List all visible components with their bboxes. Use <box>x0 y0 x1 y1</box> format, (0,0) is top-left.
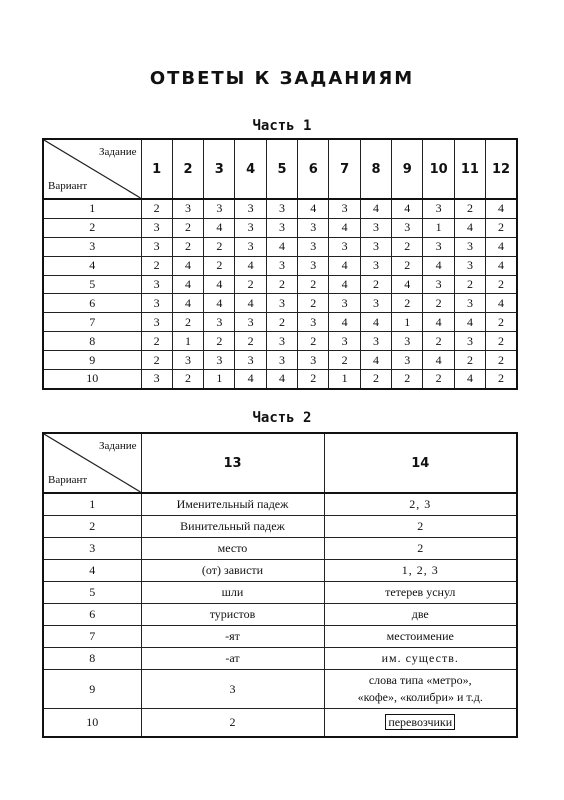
answer-cell: 3 <box>204 351 235 370</box>
column-header: 9 <box>392 139 423 199</box>
answer-cell: 3 <box>454 332 485 351</box>
answer-cell: 3 <box>266 218 297 237</box>
answer-cell: 3 <box>360 237 391 256</box>
variant-cell: 7 <box>43 313 141 332</box>
answer-cell: 3 <box>298 351 329 370</box>
answer-cell: 3 <box>235 237 266 256</box>
task13-answer-cell: туристов <box>141 604 324 626</box>
answer-cell: 3 <box>423 275 454 294</box>
column-header: 2 <box>172 139 203 199</box>
answer-cell: 3 <box>329 237 360 256</box>
column-header: 1 <box>141 139 172 199</box>
task13-answer-cell: 3 <box>141 670 324 709</box>
answer-cell: 2 <box>486 332 517 351</box>
variant-cell: 9 <box>43 670 141 709</box>
answer-cell: 2 <box>172 370 203 389</box>
variant-cell: 2 <box>43 218 141 237</box>
variant-cell: 8 <box>43 648 141 670</box>
answer-cell: 2 <box>298 294 329 313</box>
answer-cell: 2 <box>172 237 203 256</box>
column-header: 7 <box>329 139 360 199</box>
answer-cell: 3 <box>454 294 485 313</box>
variant-cell: 5 <box>43 582 141 604</box>
answer-cell: 3 <box>360 256 391 275</box>
answer-cell: 3 <box>329 294 360 313</box>
answer-cell: 3 <box>266 332 297 351</box>
task14-answer-cell: им. существ. <box>324 648 517 670</box>
answer-cell: 3 <box>141 218 172 237</box>
variant-cell: 9 <box>43 351 141 370</box>
table-row <box>43 626 517 648</box>
table-row <box>43 351 517 370</box>
answer-cell: 4 <box>423 313 454 332</box>
answer-cell: 3 <box>298 313 329 332</box>
task13-answer-cell: -ат <box>141 648 324 670</box>
answer-cell: 4 <box>454 313 485 332</box>
task14-answer-cell <box>324 670 517 709</box>
column-header: 5 <box>266 139 297 199</box>
column-header: 3 <box>204 139 235 199</box>
answer-cell: 4 <box>360 351 391 370</box>
variant-cell: 10 <box>43 370 141 389</box>
part1-answers-table <box>42 138 518 390</box>
answer-cell: 2 <box>454 275 485 294</box>
answer-cell: 4 <box>329 313 360 332</box>
answer-cell: 3 <box>141 294 172 313</box>
answer-cell: 2 <box>235 275 266 294</box>
answer-cell: 4 <box>266 237 297 256</box>
answer-cell: 4 <box>360 313 391 332</box>
word-with-morpheme-mark: перевозчики <box>385 714 455 730</box>
task14-answer-cell: тетерев уснул <box>324 582 517 604</box>
answer-cell: 3 <box>235 218 266 237</box>
answer-cell: 3 <box>454 237 485 256</box>
corner-header-cell <box>43 139 141 199</box>
answer-cell: 4 <box>454 370 485 389</box>
task14-answer-cell: 2, 3 <box>324 493 517 516</box>
answer-cell: 3 <box>392 332 423 351</box>
variant-cell: 6 <box>43 294 141 313</box>
variant-cell: 4 <box>43 560 141 582</box>
answer-cell: 3 <box>141 313 172 332</box>
answer-cell: 2 <box>486 275 517 294</box>
answer-cell: 3 <box>235 351 266 370</box>
table-row <box>43 313 517 332</box>
answer-cell: 3 <box>266 199 297 218</box>
answer-cell: 4 <box>172 294 203 313</box>
answer-cell: 4 <box>266 370 297 389</box>
column-header: 11 <box>454 139 485 199</box>
task14-answer-cell: 2 <box>324 516 517 538</box>
answer-cell: 3 <box>266 294 297 313</box>
table-row <box>43 670 517 709</box>
answer-cell: 4 <box>486 256 517 275</box>
answer-cell: 2 <box>423 294 454 313</box>
answer-cell: 4 <box>423 351 454 370</box>
answer-line: слова типа «метро», <box>368 673 472 687</box>
column-header: 13 <box>141 433 324 493</box>
table-row <box>43 648 517 670</box>
answer-cell: 4 <box>423 256 454 275</box>
answer-cell: 2 <box>204 332 235 351</box>
corner-variant-label: Вариант <box>48 474 88 486</box>
variant-cell: 6 <box>43 604 141 626</box>
answer-line: «кофе», «колибри» и т.д. <box>357 690 483 704</box>
answer-cell: 4 <box>486 237 517 256</box>
answer-cell: 3 <box>235 199 266 218</box>
variant-cell: 4 <box>43 256 141 275</box>
table-row <box>43 218 517 237</box>
table-row <box>43 582 517 604</box>
answer-cell: 2 <box>423 332 454 351</box>
answer-cell: 3 <box>454 256 485 275</box>
answer-cell: 1 <box>423 218 454 237</box>
answer-cell: 2 <box>141 351 172 370</box>
answer-cell: 3 <box>392 218 423 237</box>
answer-cell: 3 <box>141 370 172 389</box>
answer-cell: 2 <box>298 370 329 389</box>
table-row <box>43 709 517 738</box>
variant-cell: 5 <box>43 275 141 294</box>
answer-cell: 2 <box>360 275 391 294</box>
answer-cell: 4 <box>486 294 517 313</box>
answer-cell: 2 <box>486 351 517 370</box>
task13-answer-cell: (от) зависти <box>141 560 324 582</box>
answer-cell: 3 <box>172 199 203 218</box>
answer-cell: 3 <box>141 275 172 294</box>
answer-cell: 4 <box>204 294 235 313</box>
variant-cell: 2 <box>43 516 141 538</box>
answer-cell: 2 <box>392 256 423 275</box>
answer-cell: 2 <box>392 294 423 313</box>
answer-cell: 3 <box>392 351 423 370</box>
answer-cell: 2 <box>360 370 391 389</box>
answer-cell: 3 <box>204 199 235 218</box>
variant-cell: 3 <box>43 538 141 560</box>
task13-answer-cell: 2 <box>141 709 324 738</box>
answer-cell: 2 <box>172 218 203 237</box>
answer-cell: 2 <box>235 332 266 351</box>
task14-answer-cell: 2 <box>324 538 517 560</box>
answer-cell: 3 <box>329 199 360 218</box>
answer-cell: 2 <box>141 199 172 218</box>
table-row <box>43 538 517 560</box>
variant-cell: 7 <box>43 626 141 648</box>
part2-answers-table <box>42 432 518 738</box>
answer-cell: 3 <box>298 256 329 275</box>
variant-cell: 10 <box>43 709 141 738</box>
answer-cell: 4 <box>392 199 423 218</box>
answer-cell: 4 <box>360 199 391 218</box>
answer-cell: 4 <box>172 256 203 275</box>
answer-cell: 2 <box>454 199 485 218</box>
table-row <box>43 493 517 516</box>
task14-answer-cell: местоимение <box>324 626 517 648</box>
corner-variant-label: Вариант <box>48 180 88 192</box>
answer-cell: 2 <box>423 370 454 389</box>
answer-cell: 4 <box>454 218 485 237</box>
table-row <box>43 370 517 389</box>
answer-cell: 2 <box>204 256 235 275</box>
task13-answer-cell: -ят <box>141 626 324 648</box>
corner-task-label: Задание <box>98 146 137 158</box>
answer-cell: 2 <box>172 313 203 332</box>
answer-cell: 2 <box>266 313 297 332</box>
task13-answer-cell: Именительный падеж <box>141 493 324 516</box>
table-header-row <box>43 433 517 493</box>
variant-cell: 1 <box>43 199 141 218</box>
table-row <box>43 199 517 218</box>
answer-cell: 2 <box>141 332 172 351</box>
answer-cell: 3 <box>141 237 172 256</box>
column-header: 4 <box>235 139 266 199</box>
column-header: 6 <box>298 139 329 199</box>
variant-cell: 1 <box>43 493 141 516</box>
table-row <box>43 604 517 626</box>
corner-header-cell <box>43 433 141 493</box>
column-header: 10 <box>423 139 454 199</box>
answer-cell: 4 <box>172 275 203 294</box>
answer-cell: 4 <box>235 370 266 389</box>
table-row <box>43 560 517 582</box>
answer-cell: 2 <box>204 237 235 256</box>
answer-cell: 2 <box>486 218 517 237</box>
answer-cell: 3 <box>360 294 391 313</box>
answer-cell: 3 <box>266 256 297 275</box>
task14-answer-cell: 1, 2, 3 <box>324 560 517 582</box>
table-header-row <box>43 139 517 199</box>
answer-cell: 3 <box>235 313 266 332</box>
table-row <box>43 256 517 275</box>
answer-cell: 1 <box>392 313 423 332</box>
answer-cell: 3 <box>423 237 454 256</box>
answer-cell: 1 <box>204 370 235 389</box>
table-row <box>43 516 517 538</box>
answer-cell: 3 <box>298 218 329 237</box>
answer-cell: 2 <box>141 256 172 275</box>
answer-cell: 2 <box>486 370 517 389</box>
answer-cell: 1 <box>172 332 203 351</box>
column-header: 14 <box>324 433 517 493</box>
task14-answer-cell <box>324 709 517 738</box>
answer-cell: 2 <box>392 370 423 389</box>
answer-cell: 4 <box>235 294 266 313</box>
answer-cell: 4 <box>329 275 360 294</box>
answer-cell: 3 <box>360 218 391 237</box>
part1-heading: Часть 1 <box>252 118 312 134</box>
variant-cell: 8 <box>43 332 141 351</box>
table-row <box>43 294 517 313</box>
answer-cell: 3 <box>172 351 203 370</box>
answer-cell: 1 <box>329 370 360 389</box>
answer-cell: 3 <box>266 351 297 370</box>
answer-cell: 4 <box>329 218 360 237</box>
table-row <box>43 237 517 256</box>
answer-cell: 2 <box>298 275 329 294</box>
answer-cell: 3 <box>360 332 391 351</box>
column-header: 12 <box>486 139 517 199</box>
answer-cell: 2 <box>392 237 423 256</box>
answer-cell: 3 <box>204 313 235 332</box>
answer-cell: 4 <box>298 199 329 218</box>
answer-cell: 4 <box>204 218 235 237</box>
answer-cell: 4 <box>235 256 266 275</box>
answer-cell: 3 <box>329 332 360 351</box>
corner-task-label: Задание <box>98 440 137 452</box>
part2-heading: Часть 2 <box>252 410 312 426</box>
task13-answer-cell: шли <box>141 582 324 604</box>
answer-cell: 2 <box>329 351 360 370</box>
answer-cell: 3 <box>423 199 454 218</box>
answer-cell: 2 <box>454 351 485 370</box>
answer-cell: 2 <box>298 332 329 351</box>
answer-cell: 3 <box>298 237 329 256</box>
table-row <box>43 332 517 351</box>
answer-cell: 4 <box>392 275 423 294</box>
task13-answer-cell: Винительный падеж <box>141 516 324 538</box>
variant-cell: 3 <box>43 237 141 256</box>
table-row <box>43 275 517 294</box>
column-header: 8 <box>360 139 391 199</box>
task14-answer-cell: две <box>324 604 517 626</box>
task13-answer-cell: место <box>141 538 324 560</box>
answer-cell: 4 <box>329 256 360 275</box>
answer-cell: 2 <box>486 313 517 332</box>
answer-cell: 4 <box>204 275 235 294</box>
page-title: ОТВЕТЫ К ЗАДАНИЯМ <box>149 68 415 89</box>
answer-cell: 4 <box>486 199 517 218</box>
answer-cell: 2 <box>266 275 297 294</box>
